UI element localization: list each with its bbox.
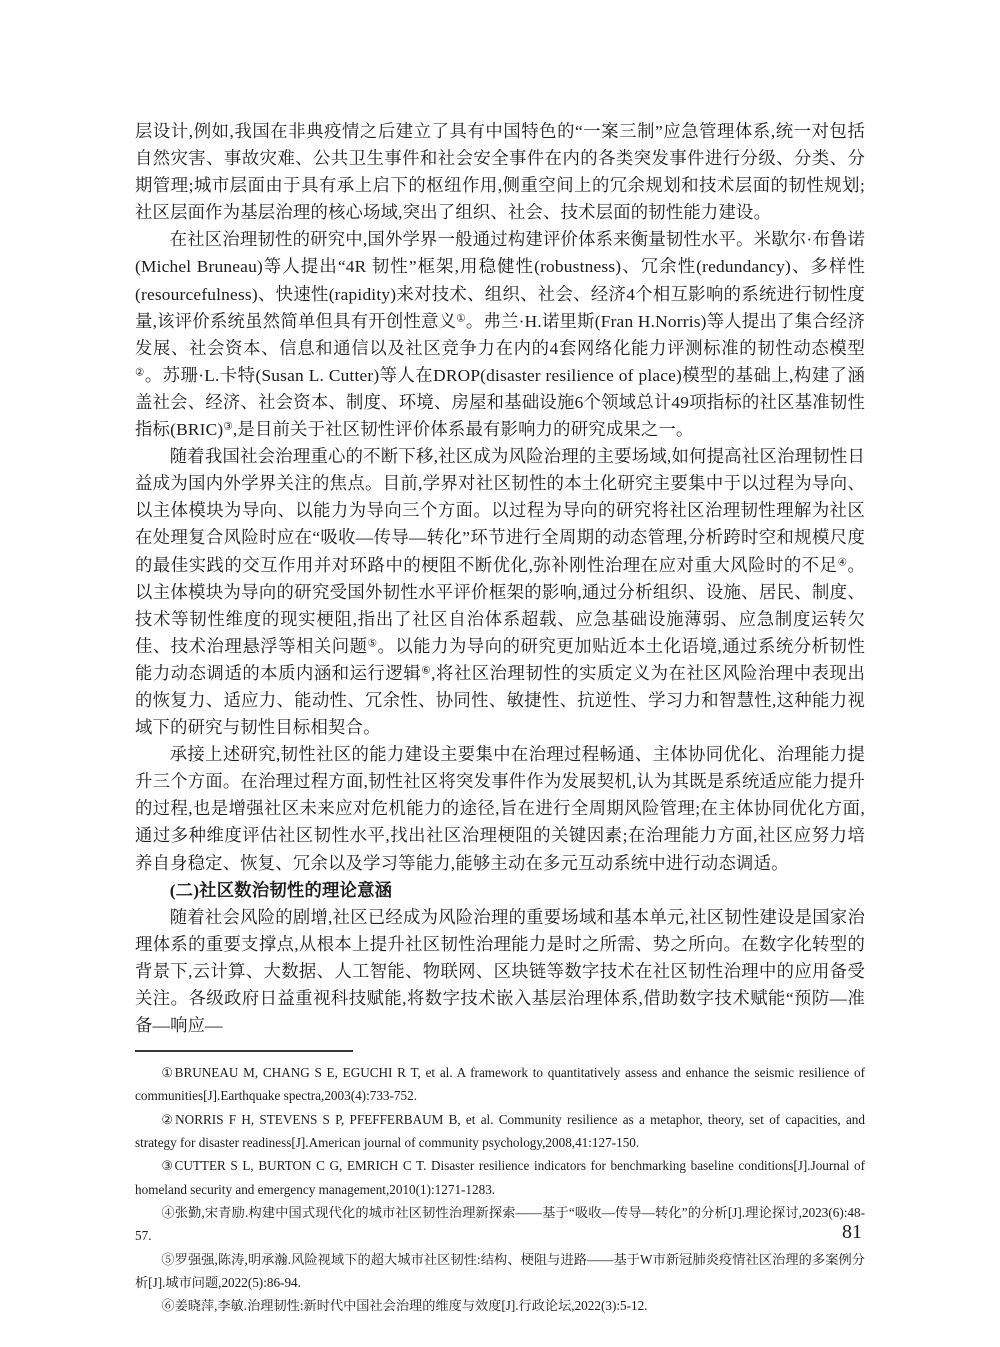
article-body (135, 118, 865, 1317)
section-heading: (二)社区数治韧性的理论意涵 (169, 880, 393, 900)
footnote: ②NORRIS F H, STEVENS S P, PFEFFERBAUM B, et al. Community resilience as a metaphor, theory, set of capacities, and strategy for disaster readiness[J].American journal of community psychology,2008,41:127-150. (135, 1111, 865, 1151)
footnote-separator (135, 1050, 353, 1052)
footnote: ⑤罗强强,陈涛,明承瀚.风险视域下的超大城市社区韧性:结构、梗阻与进路——基于W市新冠肺炎疫情社区治理的多案例分析[J].城市问题,2022(5):86-94. (135, 1251, 865, 1290)
footnote: ④张勤,宋青励.构建中国式现代化的城市社区韧性治理新探索——基于“吸收—传导—转化”的分析[J].理论探讨,2023(6):48-57. (135, 1204, 865, 1244)
footnotes-section (135, 1061, 865, 1317)
paragraph: 在社区治理韧性的研究中,国外学界一般通过构建评价体系来衡量韧性水平。米歇尔·布鲁诺(Michel Bruneau)等人提出“4R 韧性”框架,用稳健性(robustness)、冗余性(redundancy)、多样性(resourcefulness)、快速性(rapidity)来对技术、组织、社会、经济4个相互影响的系统进行韧性度量,该评价系统虽然简单但具有开创性意义①。弗兰·H.诺里斯(Fran H.Norris)等人提出了集合经济发展、社会资本、信息和通信以及社区竞争力在内的4套网络化能力评测标准的韧性动态模型②。苏珊·L.卡特(Susan L. Cutter)等人在DROP(disaster resilience of place)模型的基础上,构建了涵盖社会、经济、社会资本、制度、环境、房屋和基础设施6个领域总计49项指标的社区基准韧性指标(BRIC)③,是目前关于社区韧性评价体系最有影响力的研究成果之一。 (135, 230, 866, 440)
footnote: ①BRUNEAU M, CHANG S E, EGUCHI R T, et al. A framework to quantitatively assess and enhance the seismic resilience of communities[J].Earthquake spectra,2003(4):733-752. (135, 1065, 865, 1104)
paragraph: 随着我国社会治理重心的不断下移,社区成为风险治理的主要场域,如何提高社区治理韧性日益成为国内外学界关注的焦点。目前,学界对社区韧性的本土化研究主要集中于以过程为导向、以主体模块为导向、以能力为导向三个方面。以过程为导向的研究将社区治理韧性理解为社区在处理复合风险时应在“吸收—传导—转化”环节进行全周期的动态管理,分析跨时空和规模尺度的最佳实践的交互作用并对环路中的梗阻不断优化,弥补刚性治理在应对重大风险时的不足④。以主体模块为导向的研究受国外韧性水平评价框架的影响,通过分析组织、设施、居民、制度、技术等韧性维度的现实梗阻,指出了社区自治体系超载、应急基础设施薄弱、应急制度运转欠佳、技术治理悬浮等相关问题⑤。以能力为导向的研究更加贴近本土化语境,通过系统分析韧性能力动态调适的本质内涵和运行逻辑⑥,将社区治理韧性的实质定义为在社区风险治理中表现出的恢复力、适应力、能动性、冗余性、协同性、敏捷性、抗逆性、学习力和智慧性,这种能力视域下的研究与韧性目标相契合。 (135, 447, 866, 738)
page-number: 81 (842, 1221, 862, 1243)
paragraph: 随着社会风险的剧增,社区已经成为风险治理的重要场域和基本单元,社区韧性建设是国家治理体系的重要支撑点,从根本上提升社区韧性治理能力是时之所需、势之所向。在数字化转型的背景下,云计算、大数据、人工智能、物联网、区块链等数字技术在社区韧性治理中的应用备受关注。各级政府日益重视科技赋能,将数字技术嵌入基层治理体系,借助数字技术赋能“预防—准备—响应— (135, 907, 865, 1036)
footnote: ⑥姜晓萍,李敏.治理韧性:新时代中国社会治理的维度与效度[J].行政论坛,2022(3):5-12. (161, 1298, 648, 1314)
paragraph: 承接上述研究,韧性社区的能力建设主要集中在治理过程畅通、主体协同优化、治理能力提升三个方面。在治理过程方面,韧性社区将突发事件作为发展契机,认为其既是系统适应能力提升的过程,也是增强社区未来应对危机能力的途径,旨在进行全周期风险管理;在主体协同优化方面,通过多种维度评估社区韧性水平,找出社区治理梗阻的关键因素;在治理能力方面,社区应努力培养自身稳定、恢复、冗余以及学习等能力,能够主动在多元互动系统中进行动态调适。 (135, 745, 865, 873)
paragraph-continuation: 层设计,例如,我国在非典疫情之后建立了具有中国特色的“一案三制”应急管理体系,统一对包括自然灾害、事故灾难、公共卫生事件和社会安全事件在内的各类突发事件进行分级、分类、分期管理;城市层面由于具有承上启下的枢纽作用,侧重空间上的冗余规划和技术层面的韧性规划;社区层面作为基层治理的核心场域,突出了组织、社会、技术层面的韧性能力建设。 (135, 122, 865, 223)
footnote: ③CUTTER S L, BURTON C G, EMRICH C T. Disaster resilience indicators for benchmarking baseline conditions[J].Journal of homeland security and emergency management,2010(1):1271-1283. (135, 1158, 865, 1197)
